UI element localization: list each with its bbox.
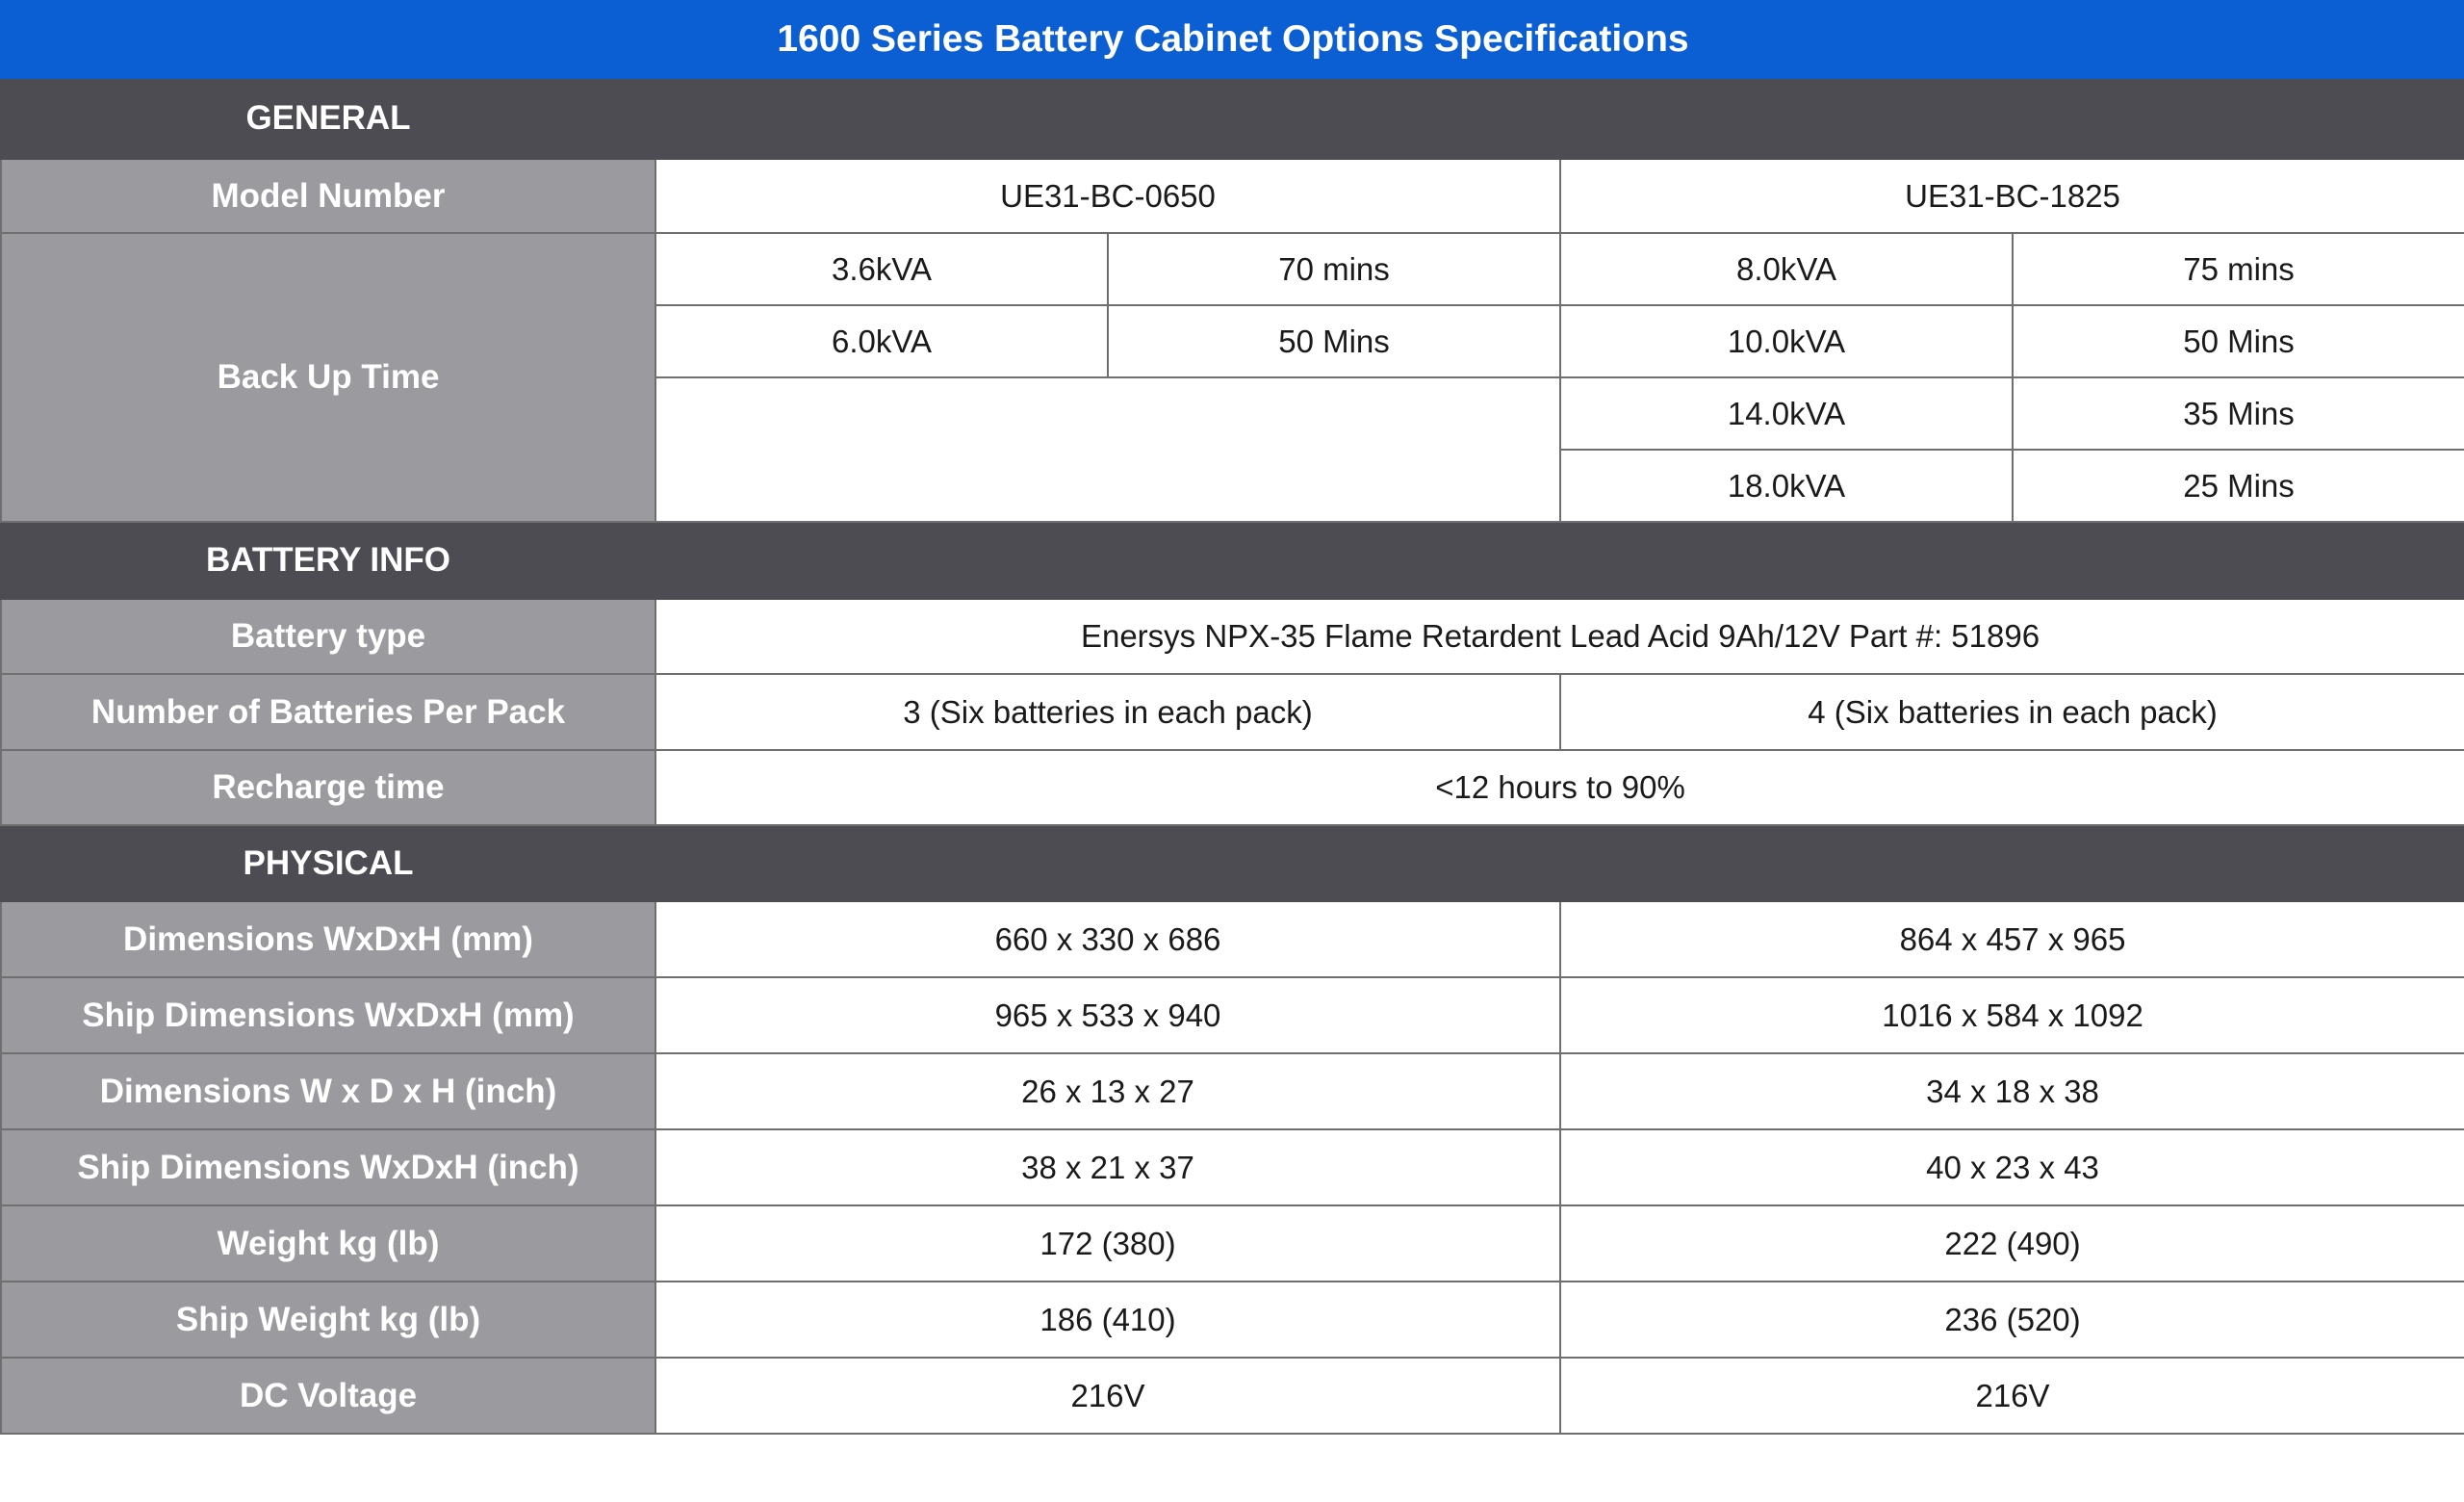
table-row-model-number xyxy=(1,159,2464,233)
table-row xyxy=(1,1358,2464,1434)
table-row-battery-type xyxy=(1,599,2464,674)
value-0650: 965 x 533 x 940 xyxy=(655,977,1560,1053)
backup-kva: 18.0kVA xyxy=(1560,450,2013,522)
value-1825: 34 x 18 x 38 xyxy=(1560,1053,2464,1129)
section-row-general xyxy=(1,78,2464,159)
battery-type-value: Enersys NPX-35 Flame Retardent Lead Acid 9Ah/12V Part #: 51896 xyxy=(655,599,2464,674)
row-label: Dimensions WxDxH (mm) xyxy=(1,901,655,977)
table-row xyxy=(1,901,2464,977)
value-1825: 1016 x 584 x 1092 xyxy=(1560,977,2464,1053)
table-row xyxy=(1,1205,2464,1282)
table-row xyxy=(1,977,2464,1053)
backup-time: 70 mins xyxy=(1108,233,1560,305)
row-label: Dimensions W x D x H (inch) xyxy=(1,1053,655,1129)
row-label: Ship Dimensions WxDxH (mm) xyxy=(1,977,655,1053)
section-filler xyxy=(655,825,2464,901)
value-1825: 236 (520) xyxy=(1560,1282,2464,1358)
per-pack-1825: 4 (Six batteries in each pack) xyxy=(1560,674,2464,750)
value-1825: 864 x 457 x 965 xyxy=(1560,901,2464,977)
value-0650: 660 x 330 x 686 xyxy=(655,901,1560,977)
table-row-recharge-time xyxy=(1,750,2464,825)
value-0650: 26 x 13 x 27 xyxy=(655,1053,1560,1129)
section-filler xyxy=(655,522,2464,599)
row-label: Battery type xyxy=(1,599,655,674)
table-row xyxy=(1,1053,2464,1129)
section-header-physical: PHYSICAL xyxy=(1,825,655,901)
backup-kva: 10.0kVA xyxy=(1560,305,2013,377)
model-0650: UE31-BC-0650 xyxy=(655,159,1560,233)
row-label: DC Voltage xyxy=(1,1358,655,1434)
value-0650: 216V xyxy=(655,1358,1560,1434)
table-title: 1600 Series Battery Cabinet Options Specifications xyxy=(1,1,2464,78)
table-row xyxy=(1,1282,2464,1358)
row-label: Ship Weight kg (lb) xyxy=(1,1282,655,1358)
row-label: Weight kg (lb) xyxy=(1,1205,655,1282)
value-0650: 172 (380) xyxy=(655,1205,1560,1282)
value-1825: 40 x 23 x 43 xyxy=(1560,1129,2464,1205)
backup-time: 50 Mins xyxy=(1108,305,1560,377)
backup-kva: 14.0kVA xyxy=(1560,377,2013,450)
value-1825: 222 (490) xyxy=(1560,1205,2464,1282)
value-0650: 186 (410) xyxy=(655,1282,1560,1358)
model-1825: UE31-BC-1825 xyxy=(1560,159,2464,233)
recharge-value: <12 hours to 90% xyxy=(655,750,2464,825)
section-header-battery-info: BATTERY INFO xyxy=(1,522,655,599)
backup-kva: 6.0kVA xyxy=(655,305,1108,377)
row-label: Ship Dimensions WxDxH (inch) xyxy=(1,1129,655,1205)
per-pack-0650: 3 (Six batteries in each pack) xyxy=(655,674,1560,750)
row-label: Number of Batteries Per Pack xyxy=(1,674,655,750)
empty-cell xyxy=(655,377,1560,522)
row-label: Recharge time xyxy=(1,750,655,825)
section-row-battery-info xyxy=(1,522,2464,599)
title-row xyxy=(1,1,2464,78)
table-row xyxy=(1,1129,2464,1205)
table-row-batteries-per-pack xyxy=(1,674,2464,750)
backup-time: 75 mins xyxy=(2013,233,2464,305)
table-row-backup-1 xyxy=(1,233,2464,305)
row-label: Back Up Time xyxy=(1,233,655,522)
backup-time: 50 Mins xyxy=(2013,305,2464,377)
backup-kva: 8.0kVA xyxy=(1560,233,2013,305)
section-row-physical xyxy=(1,825,2464,901)
value-1825: 216V xyxy=(1560,1358,2464,1434)
backup-time: 25 Mins xyxy=(2013,450,2464,522)
row-label: Model Number xyxy=(1,159,655,233)
value-0650: 38 x 21 x 37 xyxy=(655,1129,1560,1205)
section-filler xyxy=(655,78,2464,159)
section-header-general: GENERAL xyxy=(1,78,655,159)
backup-time: 35 Mins xyxy=(2013,377,2464,450)
backup-kva: 3.6kVA xyxy=(655,233,1108,305)
